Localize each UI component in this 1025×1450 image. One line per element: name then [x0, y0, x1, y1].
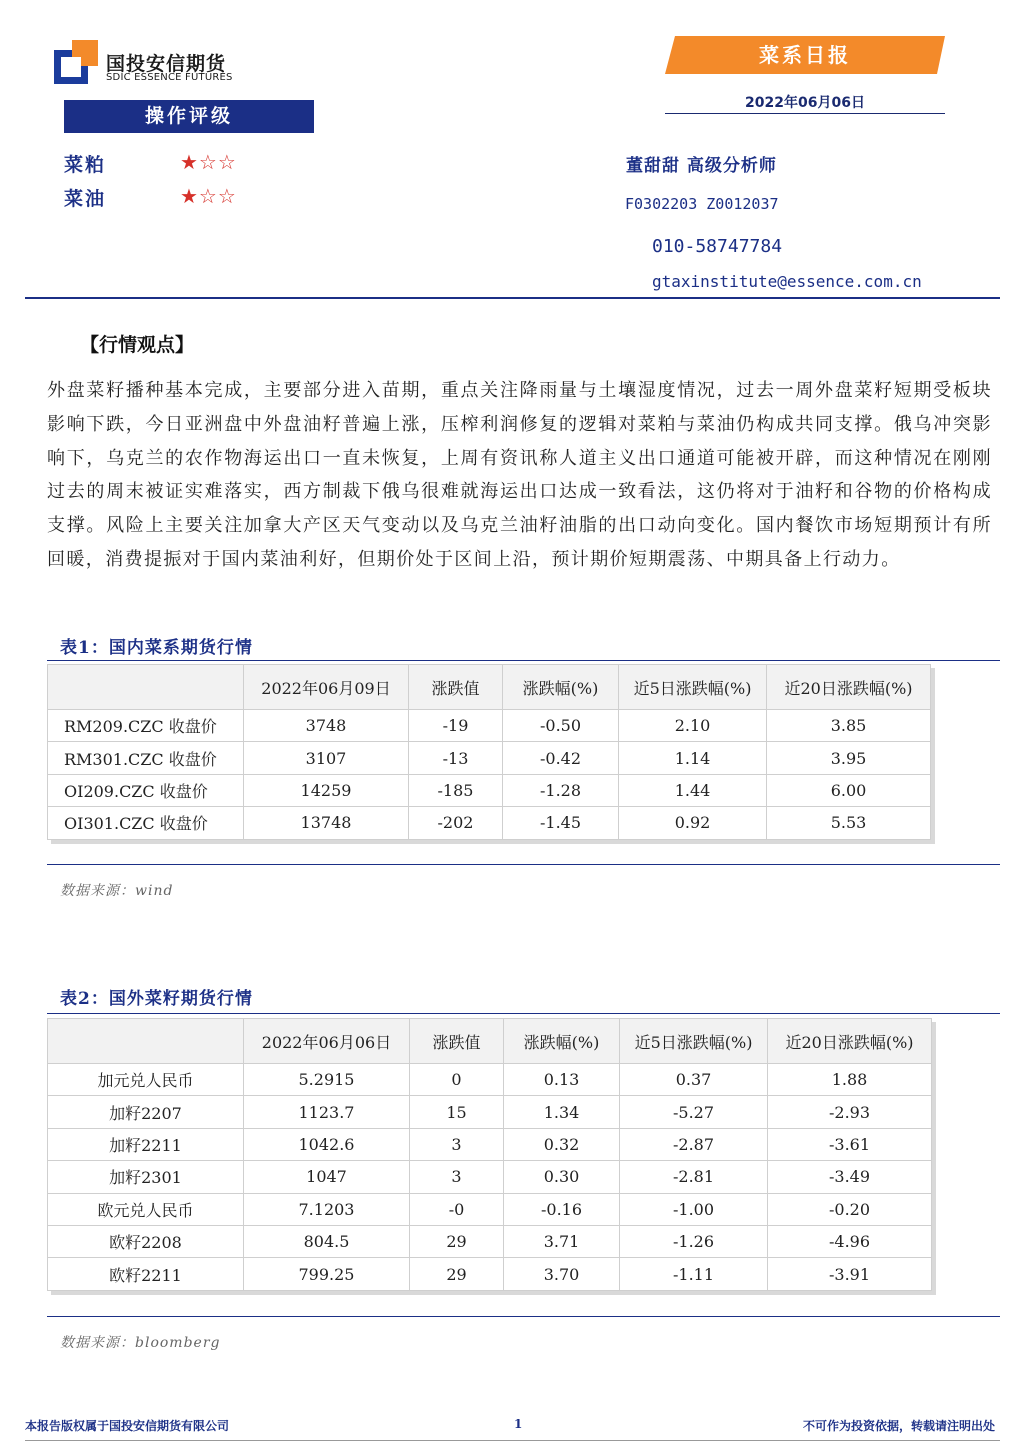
table-cell: -0.50 [503, 710, 619, 742]
analyst-name: 董甜甜 高级分析师 [626, 156, 777, 176]
table-cell: 804.5 [244, 1225, 410, 1257]
table-cell: 1.44 [619, 774, 767, 806]
table-cell: 0.32 [504, 1128, 620, 1160]
analyst-email[interactable]: gtaxinstitute@essence.com.cn [652, 272, 922, 291]
table1-title: 表1：国内菜系期货行情 [60, 638, 253, 658]
company-name-en: SDIC ESSENCE FUTURES [106, 72, 233, 83]
table-cell: 7.1203 [244, 1193, 410, 1225]
table-cell: -4.96 [768, 1225, 932, 1257]
footer-copyright: 本报告版权属于国投安信期货有限公司 [25, 1419, 230, 1433]
table-header-cell: 涨跌值 [409, 665, 503, 710]
analyst-phone: 010-58747784 [652, 236, 783, 257]
table-header-cell: 近20日涨跌幅(%) [768, 1019, 932, 1064]
table-cell: -2.81 [620, 1161, 768, 1193]
table-cell: OI209.CZC 收盘价 [48, 774, 244, 806]
table-cell: 1123.7 [244, 1096, 410, 1128]
table-cell: -1.11 [620, 1258, 768, 1290]
table-header-row [48, 665, 931, 710]
table-cell: 14259 [244, 774, 409, 806]
table-cell: -0 [410, 1193, 504, 1225]
table2 [47, 1018, 932, 1291]
table-cell: -3.91 [768, 1258, 932, 1290]
table-cell: 15 [410, 1096, 504, 1128]
rating-stars-meal: ★☆☆ [180, 150, 237, 174]
table-cell: 加籽2211 [48, 1128, 244, 1160]
table-cell: 0.92 [619, 807, 767, 839]
table-header-cell: 涨跌值 [410, 1019, 504, 1064]
table-cell: 欧籽2208 [48, 1225, 244, 1257]
table-header-cell [48, 665, 244, 710]
table-cell: 3.71 [504, 1225, 620, 1257]
domestic-futures-table [47, 664, 931, 840]
rating-label-meal: 菜粕 [64, 154, 107, 176]
table-cell: 3.70 [504, 1258, 620, 1290]
table-cell: 5.53 [767, 807, 931, 839]
table-cell: 0.30 [504, 1161, 620, 1193]
table-cell: -0.16 [504, 1193, 620, 1225]
table-row [48, 710, 931, 742]
table-row [48, 1193, 932, 1225]
table-row [48, 1161, 932, 1193]
table-cell: 1.34 [504, 1096, 620, 1128]
market-view-heading: 【行情观点】 [80, 334, 195, 356]
table-cell: 13748 [244, 807, 409, 839]
table-cell: OI301.CZC 收盘价 [48, 807, 244, 839]
table-cell: -0.42 [503, 742, 619, 774]
market-view-text: 外盘菜籽播种基本完成，主要部分进入苗期，重点关注降雨量与土壤湿度情况，过去一周外盘菜籽短期受板块影响下跌，今日亚洲盘中外盘油籽普遍上涨，压榨利润修复的逻辑对菜粕与菜油仍构成共同支撑。俄乌冲突影响下，乌克兰的农作物海运出口一直未恢复，上周有资讯称人道主义出口通道可能被开辟，而这种情况在刚刚过去的周末被证实难落实，西方制裁下俄乌很难就海运出口达成一致看法，这仍将对于油籽和谷物的价格构成支撑。风险上主要关注加拿大产区天气变动以及乌克兰油籽油脂的出口动向变化。国内餐饮市场短期预计有所回暖，消费提振对于国内菜油利好，但期价处于区间上沿，预计期价短期震荡、中期具备上行动力。 [47, 380, 992, 570]
table-cell: -3.61 [768, 1128, 932, 1160]
table-header-row [48, 1019, 932, 1064]
table-cell: 3 [410, 1128, 504, 1160]
date-divider [665, 113, 945, 114]
table-cell: 欧元兑人民币 [48, 1193, 244, 1225]
table-header-cell: 涨跌幅(%) [504, 1019, 620, 1064]
table-cell: RM301.CZC 收盘价 [48, 742, 244, 774]
table-cell: 加籽2207 [48, 1096, 244, 1128]
table-row [48, 1258, 932, 1290]
table-cell: 3748 [244, 710, 409, 742]
table-cell: 0.37 [620, 1064, 768, 1096]
table-cell: -1.26 [620, 1225, 768, 1257]
table-cell: 3.95 [767, 742, 931, 774]
table-cell: -2.87 [620, 1128, 768, 1160]
report-title: 菜系日报 [759, 43, 851, 67]
header-divider [25, 297, 1000, 299]
table1-bottom-rule [47, 864, 1000, 865]
report-date: 2022年06月06日 [745, 95, 865, 111]
company-name-cn: 国投安信期货 [106, 53, 227, 75]
table-cell: 3107 [244, 742, 409, 774]
table-cell: -1.00 [620, 1193, 768, 1225]
rating-label-oil: 菜油 [64, 188, 107, 210]
table-row [48, 1128, 932, 1160]
table-cell: -13 [409, 742, 503, 774]
rating-stars-oil: ★☆☆ [180, 184, 237, 208]
table-cell: -19 [409, 710, 503, 742]
table-cell: -1.45 [503, 807, 619, 839]
table-row [48, 1096, 932, 1128]
table-row [48, 1064, 932, 1096]
table-cell: 2.10 [619, 710, 767, 742]
footer-page-number: 1 [514, 1417, 523, 1431]
table-header-cell: 近5日涨跌幅(%) [619, 665, 767, 710]
footer-divider [25, 1440, 1000, 1441]
table-cell: 6.00 [767, 774, 931, 806]
table-cell: -202 [409, 807, 503, 839]
table-cell: -0.20 [768, 1193, 932, 1225]
table-cell: 1042.6 [244, 1128, 410, 1160]
table-header-cell: 近20日涨跌幅(%) [767, 665, 931, 710]
analyst-codes: F0302203 Z0012037 [625, 195, 779, 213]
table1-source: 数据来源：wind [60, 883, 174, 899]
table1 [47, 664, 931, 840]
table-row [48, 1225, 932, 1257]
table-header-cell: 涨跌幅(%) [503, 665, 619, 710]
table-cell: 0.13 [504, 1064, 620, 1096]
table-cell: -1.28 [503, 774, 619, 806]
table-cell: 欧籽2211 [48, 1258, 244, 1290]
table-cell: -185 [409, 774, 503, 806]
table-cell: 0 [410, 1064, 504, 1096]
table-row [48, 774, 931, 806]
table-cell: 5.2915 [244, 1064, 410, 1096]
table-cell: 加籽2301 [48, 1161, 244, 1193]
table-cell: 3 [410, 1161, 504, 1193]
table-cell: RM209.CZC 收盘价 [48, 710, 244, 742]
rating-title: 操作评级 [64, 100, 314, 133]
table2-bottom-rule [47, 1316, 1000, 1317]
table-header-cell [48, 1019, 244, 1064]
table-header-cell: 2022年06月09日 [244, 665, 409, 710]
table-row [48, 807, 931, 839]
table2-top-rule [47, 1013, 1000, 1014]
table-row [48, 742, 931, 774]
table-cell: -3.49 [768, 1161, 932, 1193]
table-cell: 3.85 [767, 710, 931, 742]
table-header-cell: 近5日涨跌幅(%) [620, 1019, 768, 1064]
footer-disclaimer: 不可作为投资依据，转载请注明出处 [802, 1419, 995, 1433]
overseas-futures-table [47, 1018, 932, 1291]
table2-source: 数据来源：bloomberg [60, 1335, 221, 1351]
table-cell: 1.88 [768, 1064, 932, 1096]
table-cell: 29 [410, 1225, 504, 1257]
table-header-cell: 2022年06月06日 [244, 1019, 410, 1064]
table-cell: 加元兑人民币 [48, 1064, 244, 1096]
table-cell: 1.14 [619, 742, 767, 774]
table-cell: -2.93 [768, 1096, 932, 1128]
table-cell: -5.27 [620, 1096, 768, 1128]
company-logo-icon [54, 40, 98, 84]
table-cell: 799.25 [244, 1258, 410, 1290]
table2-title: 表2：国外菜籽期货行情 [60, 989, 253, 1009]
table-cell: 1047 [244, 1161, 410, 1193]
table-cell: 29 [410, 1258, 504, 1290]
table1-top-rule [47, 660, 1000, 661]
